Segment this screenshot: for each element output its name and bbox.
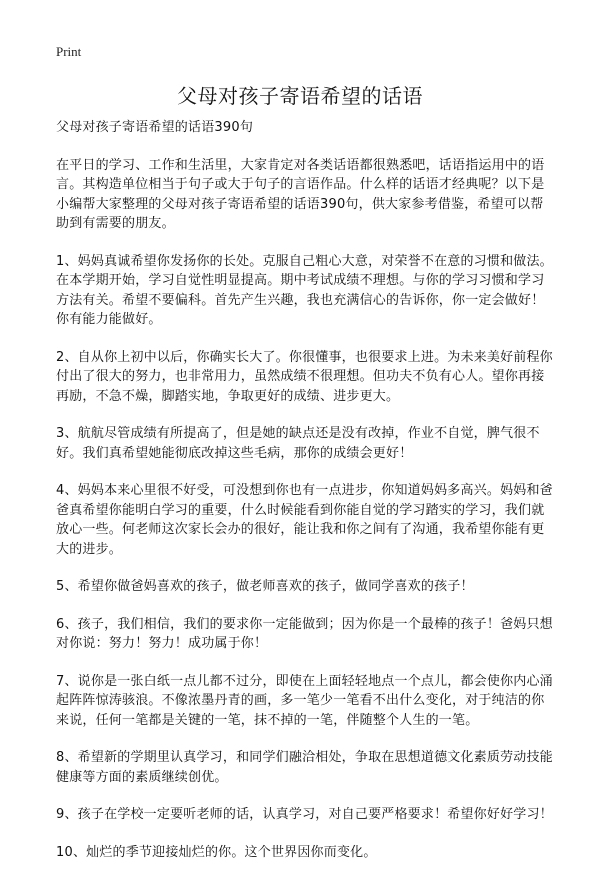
list-item-3: 3、航航尽管成绩有所提高了，但是她的缺点还是没有改掉，作业不自觉，脾气很不好。我们真希望她能彻底改掉这些毛病，那你的成绩会更好！ [56,426,540,461]
list-item-2: 2、自从你上初中以后，你确实长大了。你很懂事，也很要求上进。为未来美好前程你付出了很大的努力，也非常用力，虽然成绩不很理想。但功夫不负有心人。望你再接再励，不急不燥，脚踏实地，争取更好的成绩、进步更大。 [56,349,553,404]
intro-paragraph: 在平日的学习、工作和生活里，大家肯定对各类话语都很熟悉吧，话语指运用中的语言。其构造单位相当于句子或大于句子的言语作品。什么样的话语才经典呢？以下是小编帮大家整理的父母对孩子寄语希望的话语390句，供大家参考借鉴，希望可以帮助到有需要的朋友。 [56,157,545,231]
list-item-8: 8、希望新的学期里认真学习，和同学们融洽相处，争取在思想道德文化素质劳动技能健康等方面的素质继续创优。 [56,750,553,785]
list-item-10: 10、灿烂的季节迎接灿烂的你。这个世界因你而变化。 [56,844,377,860]
document-title: 父母对孩子寄语希望的话语 [177,84,423,108]
document-body [56,118,556,880]
document-subtitle: 父母对孩子寄语希望的话语390句 [56,120,254,135]
list-item-4: 4、妈妈本来心里很不好受，可没想到你也有一点进步，你知道妈妈多高兴。妈妈和爸爸真希望你能明白学习的重要，什么时候能看到你能自觉的学习踏实的学习，我们就放心一些。何老师这次家长会办的很好，能让我和你之间有了沟通，我希望你能有更大的进步。 [56,483,553,557]
print-link[interactable]: Print [56,44,82,59]
list-item-9: 9、孩子在学校一定要听老师的话，认真学习，对自己要严格要求！希望你好好学习！ [56,807,553,822]
list-item-5: 5、希望你做爸妈喜欢的孩子，做老师喜欢的孩子，做同学喜欢的孩子！ [56,579,474,594]
list-item-7: 7、说你是一张白纸一点儿都不过分，即使在上面轻轻地点一个点儿，都会使你内心涌起阵阵惊涛骇浪。不像浓墨丹青的画，多一笔少一笔看不出什么变化，对于纯洁的你来说，任何一笔都是关键的一笔，抹不掉的一笔，伴随整个人生的一笔。 [56,673,553,728]
list-item-6: 6、孩子，我们相信，我们的要求你一定能做到；因为你是一个最棒的孩子！爸妈只想对你说：努力！努力！成功属于你！ [56,616,553,651]
list-item-1: 1、妈妈真诚希望你发扬你的长处。克服自己粗心大意，对荣誉不在意的习惯和做法。在本学期开始，学习自觉性明显提高。期中考试成绩不理想。与你的学习习惯和学习方法有关。希望不要偏科。首先产生兴趣，我也充满信心的告诉你，你一定会做好！你有能力能做好。 [56,253,553,327]
